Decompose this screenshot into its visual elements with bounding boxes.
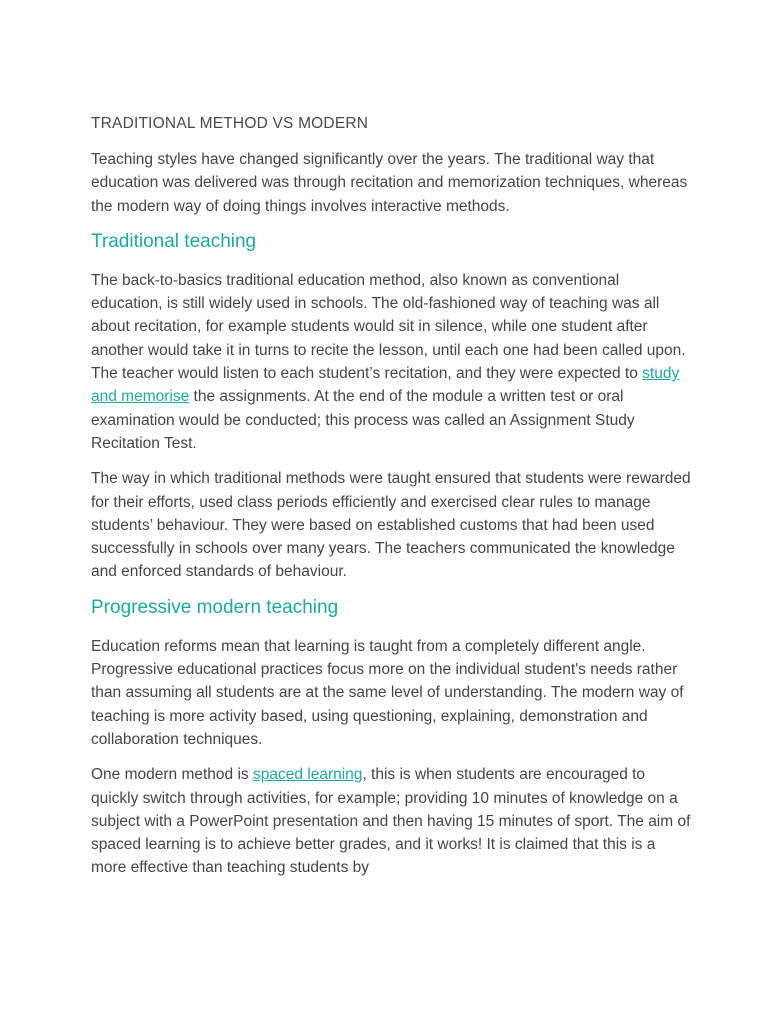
document-page xyxy=(91,115,691,892)
modern-paragraph-1: Education reforms mean that learning is taught from a completely different angle. Progressive educational practices focus more on the individual student's needs rather than assuming all students are at the same level of understanding. The modern way of teaching is more activity based, using questioning, explaining, demonstration and collaboration techniques. xyxy=(91,637,684,748)
intro-paragraph: Teaching styles have changed significantly over the years. The traditional way that education was delivered was through recitation and memorization techniques, whereas the modern way of doing things involves interactive methods. xyxy=(91,151,688,215)
traditional-paragraph-2: The way in which traditional methods were taught ensured that students were rewarded for their efforts, used class periods efficiently and exercised clear rules to manage students’ behaviour. They were based on established customs that had been used successfully in schools over many years. The teachers communicated the knowledge and enforced standards of behaviour. xyxy=(91,470,691,581)
modern-paragraph-2 xyxy=(91,763,691,879)
text-segment: The back-to-basics traditional education method, also known as conventional education, is still widely used in schools. The old-fashioned way of teaching was all about recitation, for example students would sit in silence, while one student after another would take it in turns to recite the lesson, until each one had been called upon. The teacher would listen to each student’s recitation, and they were expected to xyxy=(91,271,686,383)
text-segment: One modern method is xyxy=(91,766,253,784)
document-title: TRADITIONAL METHOD VS MODERN xyxy=(91,115,369,132)
text-segment: , this is when students are encouraged to quickly switch through activities, for example; providing 10 minutes of knowledge on a subject with a PowerPoint presentation and then having 15 minutes of sport. The aim of spaced learning is to achieve better grades, and it works! It is claimed that this is a more effective than teaching students by xyxy=(91,766,691,877)
text-segment: the assignments. At the end of the module a written test or oral examination would be conducted; this process was called an Assignment Study Recitation Test. xyxy=(91,388,635,452)
heading-traditional-teaching: Traditional teaching xyxy=(91,230,257,252)
heading-progressive-modern-teaching: Progressive modern teaching xyxy=(91,596,339,618)
study-and-memorise-link[interactable]: study and memorise xyxy=(91,365,680,406)
spaced-learning-link[interactable]: spaced learning xyxy=(252,766,363,784)
traditional-paragraph-1 xyxy=(91,269,691,455)
